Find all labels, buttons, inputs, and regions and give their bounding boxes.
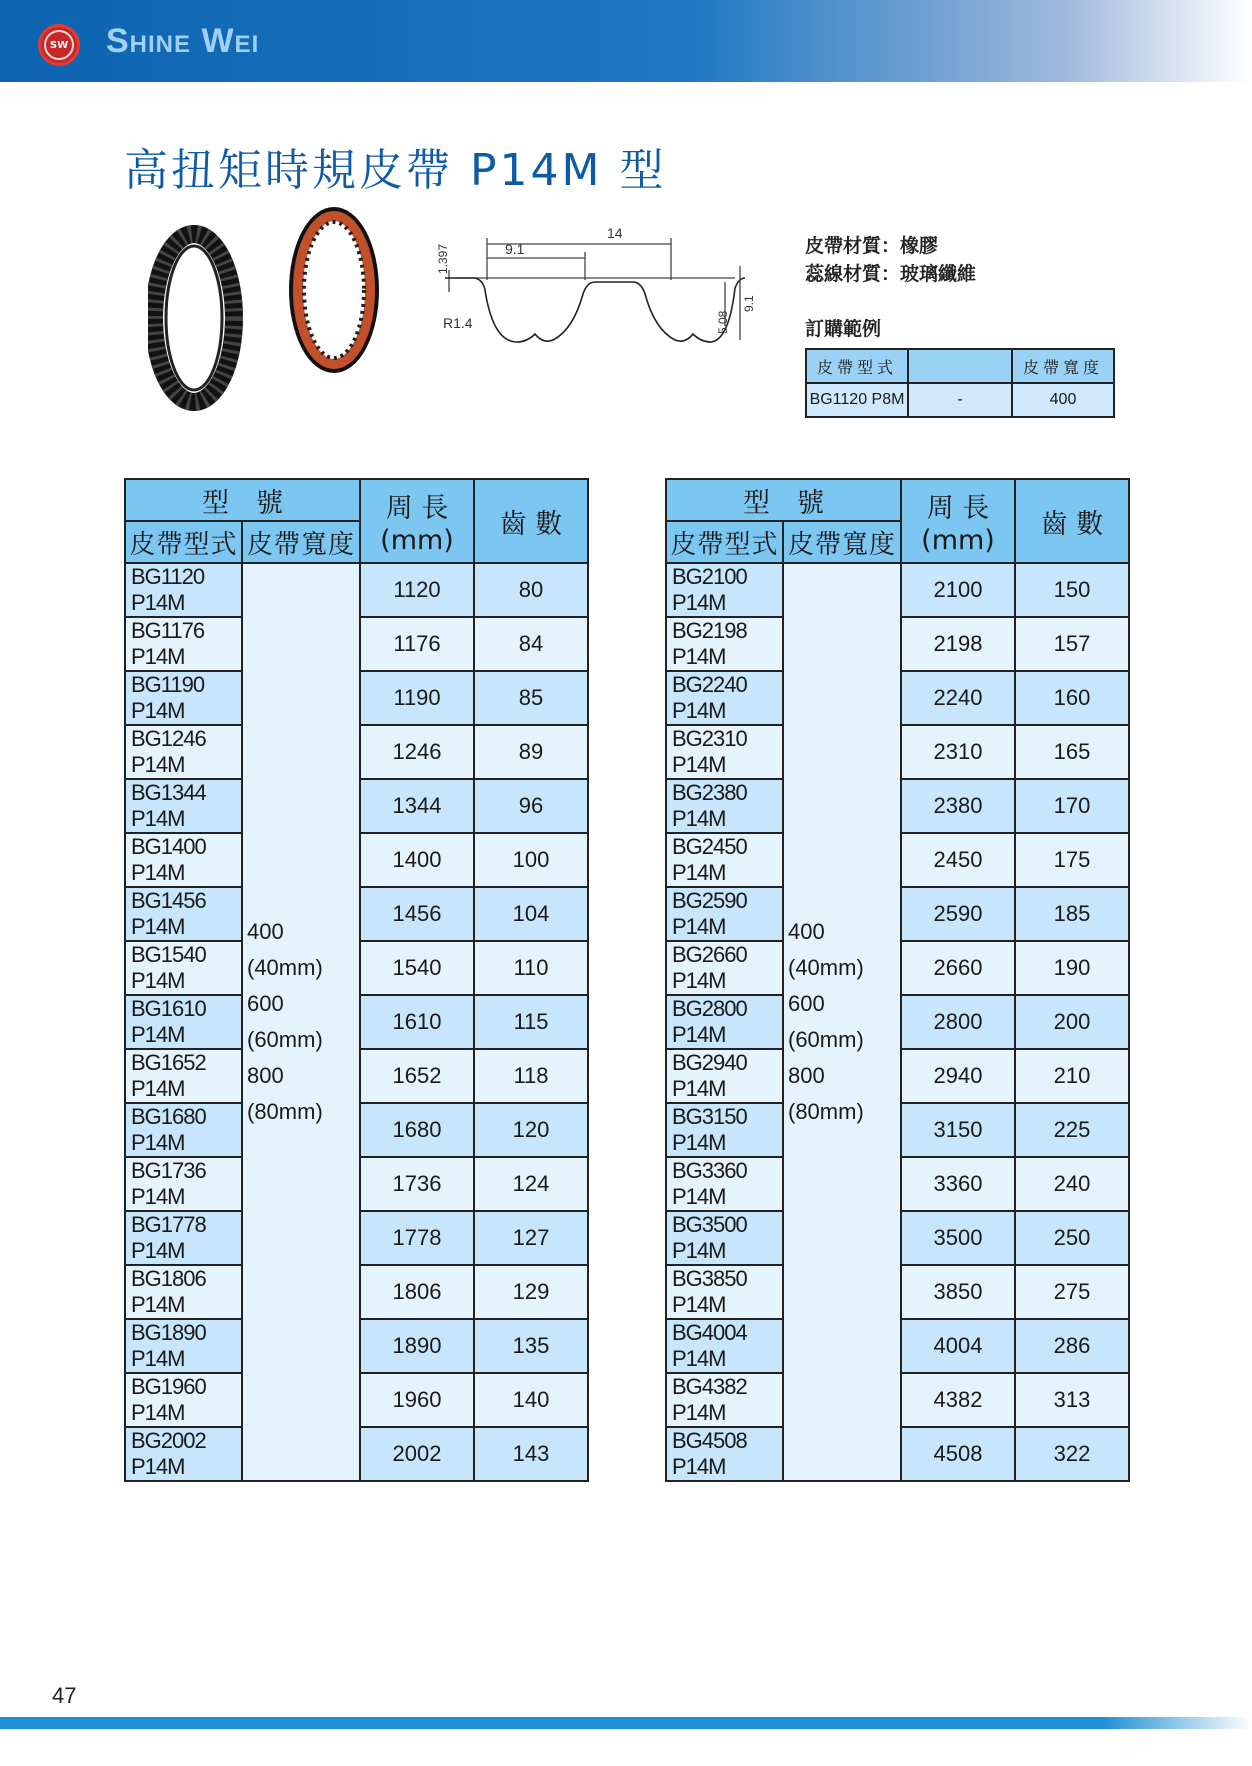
- belt-length: 1190: [360, 671, 474, 725]
- teeth-count: 150: [1015, 563, 1129, 617]
- tooth-width-label: 9.1: [505, 241, 525, 257]
- order-type-value: BG1120 P8M: [806, 383, 908, 417]
- belt-length: 4004: [901, 1319, 1015, 1373]
- teeth-count: 80: [474, 563, 588, 617]
- orange-belt-image: [292, 210, 376, 370]
- belt-length: 1246: [360, 725, 474, 779]
- belt-length: 1680: [360, 1103, 474, 1157]
- teeth-count: 115: [474, 995, 588, 1049]
- page-number: 47: [52, 1683, 77, 1708]
- company-logo: [38, 24, 80, 66]
- teeth-count: 240: [1015, 1157, 1129, 1211]
- belt-model: BG1960 P14M: [125, 1373, 242, 1427]
- belt-length: 1176: [360, 617, 474, 671]
- belt-model: BG1652 P14M: [125, 1049, 242, 1103]
- width-option: 800 (80mm): [247, 1063, 323, 1124]
- teeth-count: 225: [1015, 1103, 1129, 1157]
- belt-model: BG2940 P14M: [666, 1049, 783, 1103]
- teeth-count: 110: [474, 941, 588, 995]
- teeth-count: 140: [474, 1373, 588, 1427]
- teeth-count: 160: [1015, 671, 1129, 725]
- teeth-count: 210: [1015, 1049, 1129, 1103]
- length-header-unit: (mm): [921, 525, 995, 556]
- teeth-count: 275: [1015, 1265, 1129, 1319]
- land-height-label: 1.397: [436, 243, 450, 274]
- belt-model: BG1120 P14M: [125, 563, 242, 617]
- belt-length: 1400: [360, 833, 474, 887]
- belt-length: 3360: [901, 1157, 1015, 1211]
- belt-model: BG2800 P14M: [666, 995, 783, 1049]
- length-header-unit: (mm): [380, 525, 454, 556]
- belt-model: BG1400 P14M: [125, 833, 242, 887]
- tooth-profile-drawing: [435, 222, 765, 362]
- order-header-type: 皮帶型式: [806, 349, 908, 383]
- teeth-count: 135: [474, 1319, 588, 1373]
- belt-model: BG1806 P14M: [125, 1265, 242, 1319]
- order-width-value: 400: [1012, 383, 1114, 417]
- belt-model: BG4004 P14M: [666, 1319, 783, 1373]
- belt-length: 2660: [901, 941, 1015, 995]
- spec-table-left: [124, 478, 589, 1482]
- belt-length: 1890: [360, 1319, 474, 1373]
- table-row: [125, 563, 588, 617]
- teeth-count: 118: [474, 1049, 588, 1103]
- belt-model: BG1176 P14M: [125, 617, 242, 671]
- belt-model: BG1246 P14M: [125, 725, 242, 779]
- width-options-cell: [242, 563, 360, 1481]
- belt-length: 2450: [901, 833, 1015, 887]
- black-belt-image: [154, 234, 234, 402]
- teeth-count: 165: [1015, 725, 1129, 779]
- pitch-label: 14: [607, 225, 623, 241]
- length-header: [901, 479, 1015, 563]
- teeth-count: 100: [474, 833, 588, 887]
- belt-length: 1540: [360, 941, 474, 995]
- teeth-header: 齒 數: [474, 479, 588, 563]
- belt-model: BG2380 P14M: [666, 779, 783, 833]
- belt-length: 2310: [901, 725, 1015, 779]
- belt-length: 1344: [360, 779, 474, 833]
- width-column-header: 皮帶寬度: [242, 521, 360, 563]
- belt-length: 1960: [360, 1373, 474, 1427]
- belt-model: BG1456 P14M: [125, 887, 242, 941]
- belt-model: BG3850 P14M: [666, 1265, 783, 1319]
- width-options-cell: [783, 563, 901, 1481]
- belt-length: 4508: [901, 1427, 1015, 1481]
- belt-model: BG2240 P14M: [666, 671, 783, 725]
- belt-length: 1456: [360, 887, 474, 941]
- belt-length: 2198: [901, 617, 1015, 671]
- belt-model: BG2310 P14M: [666, 725, 783, 779]
- belt-length: 3150: [901, 1103, 1015, 1157]
- cord-material: 蕊線材質：玻璃纖維: [805, 263, 977, 285]
- belt-length: 1610: [360, 995, 474, 1049]
- belt-model: BG2100 P14M: [666, 563, 783, 617]
- type-column-header: 皮帶型式: [125, 521, 242, 563]
- width-option: 400 (40mm): [247, 919, 323, 980]
- belt-model: BG1190 P14M: [125, 671, 242, 725]
- belt-length: 1806: [360, 1265, 474, 1319]
- belt-model: BG2002 P14M: [125, 1427, 242, 1481]
- teeth-count: 85: [474, 671, 588, 725]
- total-height-label: 9.1: [742, 295, 756, 312]
- order-header-blank: [908, 349, 1012, 383]
- belt-model: BG4508 P14M: [666, 1427, 783, 1481]
- belt-length: 3850: [901, 1265, 1015, 1319]
- order-dash: -: [908, 383, 1012, 417]
- teeth-count: 185: [1015, 887, 1129, 941]
- table-row: [666, 563, 1129, 617]
- belt-model: BG4382 P14M: [666, 1373, 783, 1427]
- belt-model: BG3150 P14M: [666, 1103, 783, 1157]
- belt-model: BG1540 P14M: [125, 941, 242, 995]
- teeth-count: 120: [474, 1103, 588, 1157]
- model-group-header: 型 號: [666, 479, 901, 521]
- width-option: 600 (60mm): [247, 991, 323, 1052]
- teeth-count: 127: [474, 1211, 588, 1265]
- belt-length: 1120: [360, 563, 474, 617]
- belt-length: 3500: [901, 1211, 1015, 1265]
- belt-material: 皮帶材質：橡膠: [805, 235, 939, 257]
- belt-length: 2240: [901, 671, 1015, 725]
- teeth-count: 200: [1015, 995, 1129, 1049]
- teeth-count: 175: [1015, 833, 1129, 887]
- order-example-title: 訂購範例: [805, 318, 882, 340]
- header-banner: [0, 0, 1252, 82]
- length-header-title: 周 長: [385, 493, 449, 524]
- belt-length: 2100: [901, 563, 1015, 617]
- belt-length: 2380: [901, 779, 1015, 833]
- belt-model: BG1344 P14M: [125, 779, 242, 833]
- width-option: 400 (40mm): [788, 919, 864, 980]
- teeth-count: 190: [1015, 941, 1129, 995]
- material-info: [805, 232, 976, 288]
- teeth-count: 89: [474, 725, 588, 779]
- teeth-count: 143: [474, 1427, 588, 1481]
- width-option: 600 (60mm): [788, 991, 864, 1052]
- teeth-count: 124: [474, 1157, 588, 1211]
- tooth-depth-label: 5.08: [716, 310, 730, 334]
- belt-length: 1652: [360, 1049, 474, 1103]
- belt-product-photo: [148, 200, 398, 420]
- teeth-count: 104: [474, 887, 588, 941]
- teeth-count: 84: [474, 617, 588, 671]
- order-example-table: [805, 348, 1115, 418]
- belt-model: BG2590 P14M: [666, 887, 783, 941]
- belt-model: BG3500 P14M: [666, 1211, 783, 1265]
- belt-model: BG1778 P14M: [125, 1211, 242, 1265]
- teeth-count: 313: [1015, 1373, 1129, 1427]
- teeth-count: 322: [1015, 1427, 1129, 1481]
- belt-length: 4382: [901, 1373, 1015, 1427]
- belt-length: 1736: [360, 1157, 474, 1211]
- teeth-count: 170: [1015, 779, 1129, 833]
- type-column-header: 皮帶型式: [666, 521, 783, 563]
- teeth-count: 96: [474, 779, 588, 833]
- belt-length: 2940: [901, 1049, 1015, 1103]
- belt-model: BG1890 P14M: [125, 1319, 242, 1373]
- brand-name: Shine Wei: [106, 22, 260, 60]
- belt-model: BG1680 P14M: [125, 1103, 242, 1157]
- teeth-count: 129: [474, 1265, 588, 1319]
- footer-bar: [0, 1717, 1252, 1729]
- order-header-width: 皮帶寬度: [1012, 349, 1114, 383]
- belt-model: BG1736 P14M: [125, 1157, 242, 1211]
- teeth-count: 157: [1015, 617, 1129, 671]
- width-column-header: 皮帶寬度: [783, 521, 901, 563]
- teeth-header: 齒 數: [1015, 479, 1129, 563]
- model-group-header: 型 號: [125, 479, 360, 521]
- belt-length: 1778: [360, 1211, 474, 1265]
- teeth-count: 286: [1015, 1319, 1129, 1373]
- belt-length: 2590: [901, 887, 1015, 941]
- belt-model: BG2450 P14M: [666, 833, 783, 887]
- teeth-count: 250: [1015, 1211, 1129, 1265]
- belt-model: BG3360 P14M: [666, 1157, 783, 1211]
- page-title: 高扭矩時規皮帶 P14M 型: [124, 145, 667, 196]
- length-header: [360, 479, 474, 563]
- belt-model: BG1610 P14M: [125, 995, 242, 1049]
- logo-monogram: SW: [44, 30, 74, 60]
- belt-model: BG2198 P14M: [666, 617, 783, 671]
- radius-label: R1.4: [443, 315, 473, 331]
- belt-length: 2800: [901, 995, 1015, 1049]
- spec-table-right: [665, 478, 1130, 1482]
- length-header-title: 周 長: [926, 493, 990, 524]
- width-option: 800 (80mm): [788, 1063, 864, 1124]
- belt-length: 2002: [360, 1427, 474, 1481]
- belt-model: BG2660 P14M: [666, 941, 783, 995]
